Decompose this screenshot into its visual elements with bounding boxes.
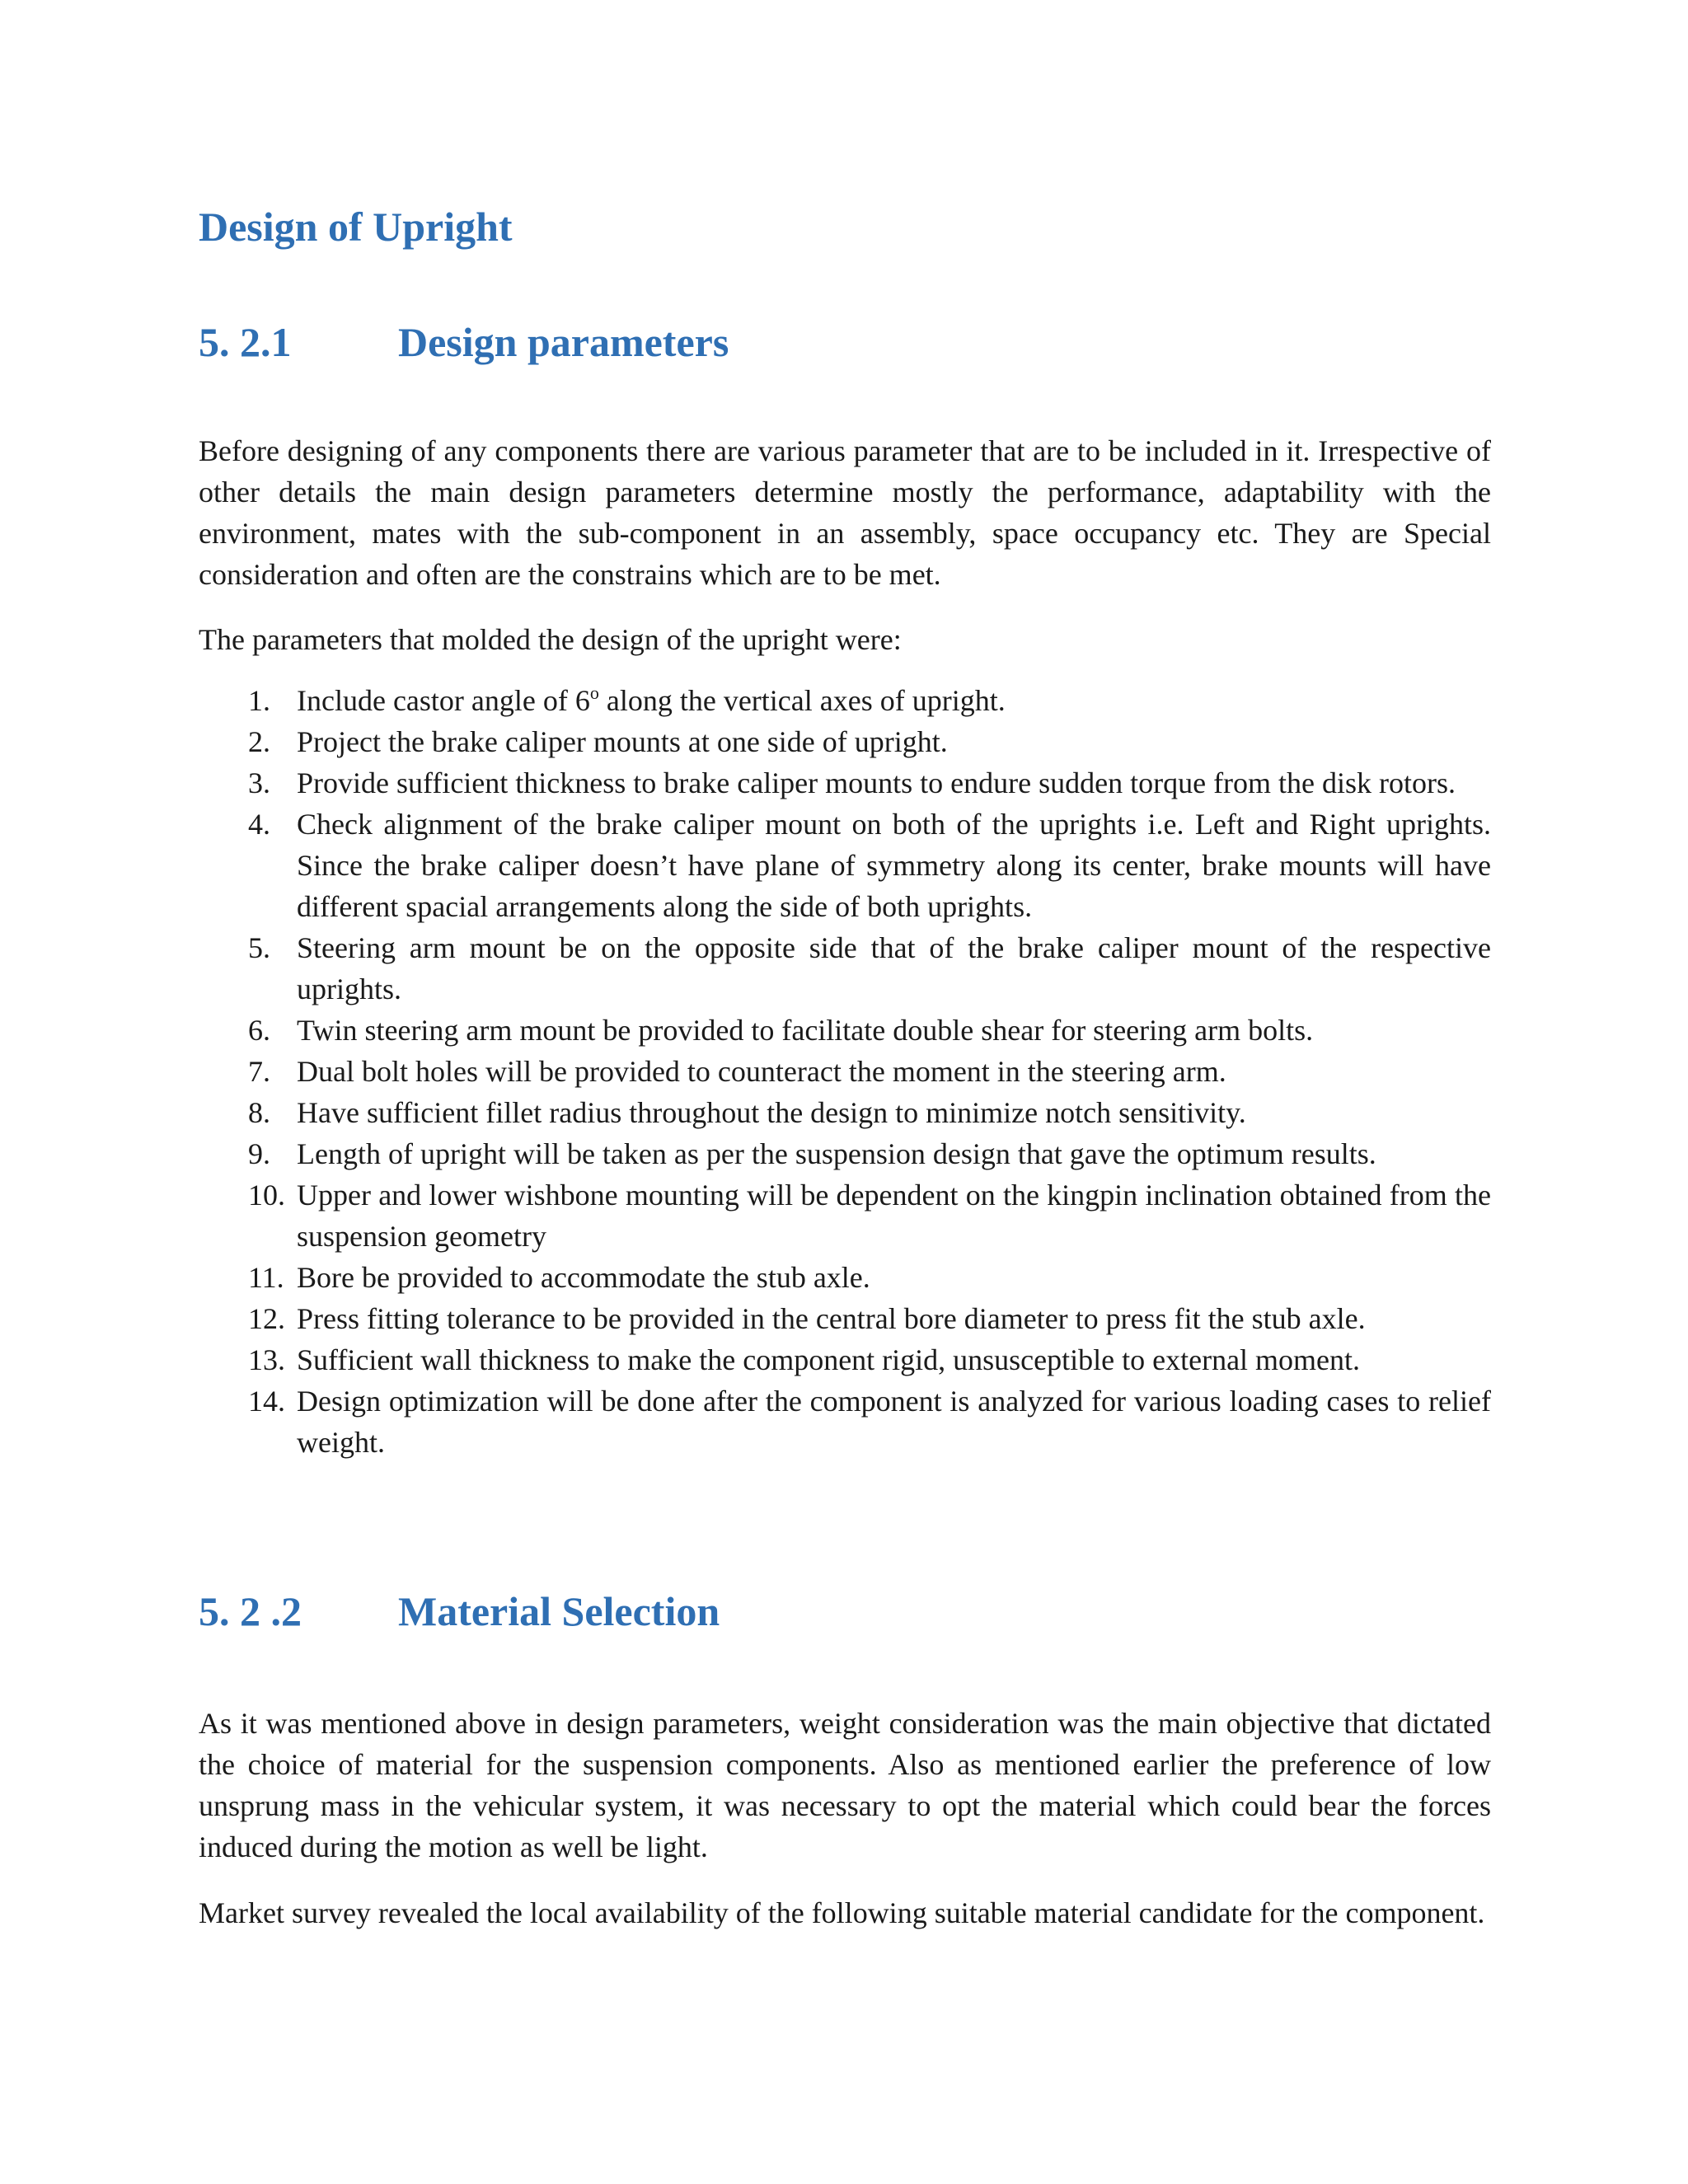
list-item bbox=[199, 680, 1491, 721]
design-parameters-list bbox=[199, 680, 1491, 1463]
list-item-number: 5. bbox=[248, 931, 270, 964]
list-item bbox=[199, 1298, 1491, 1339]
list-item bbox=[199, 1174, 1491, 1257]
list-item-number: 3. bbox=[248, 766, 270, 799]
list-item bbox=[199, 1092, 1491, 1133]
list-item-text: Upper and lower wishbone mounting will be dependent on the kingpin inclination obtained from the suspension geometry bbox=[297, 1179, 1491, 1253]
list-item bbox=[199, 927, 1491, 1010]
list-item bbox=[199, 1257, 1491, 1298]
list-item-text: Check alignment of the brake caliper mount on both of the uprights i.e. Left and Right uprights. Since the brake caliper doesn’t have plane of symmetry along its center, brake mounts will have different spacial arrangements along the side of both uprights. bbox=[297, 808, 1491, 923]
list-item-text: Steering arm mount be on the opposite side that of the brake caliper mount of the respective uprights. bbox=[297, 931, 1491, 1005]
list-item-number: 6. bbox=[248, 1014, 270, 1047]
list-item-text: Press fitting tolerance to be provided in the central bore diameter to press fit the stub axle. bbox=[297, 1302, 1366, 1335]
list-item-text: Project the brake caliper mounts at one side of upright. bbox=[297, 725, 948, 758]
section-title: Material Selection bbox=[398, 1588, 720, 1634]
list-item-text: Have sufficient fillet radius throughout the design to minimize notch sensitivity. bbox=[297, 1096, 1246, 1129]
list-item-number: 10. bbox=[248, 1179, 285, 1212]
list-item bbox=[199, 762, 1491, 804]
section-number: 5. 2 .2 bbox=[199, 1588, 302, 1634]
list-item-number: 8. bbox=[248, 1096, 270, 1129]
list-item-number: 9. bbox=[248, 1137, 270, 1170]
list-item bbox=[199, 1051, 1491, 1092]
list-item bbox=[199, 1339, 1491, 1380]
material-paragraph: As it was mentioned above in design parameters, weight consideration was the main objective that dictated the choice of material for the suspension components. Also as mentioned earlier the preference of low unsprung mass in the vehicular system, it was necessary to opt the material which could bear the forces induced during the motion as well be light. bbox=[199, 1707, 1491, 1863]
list-item-number: 11. bbox=[248, 1261, 284, 1294]
list-item-number: 1. bbox=[248, 684, 270, 717]
list-item-text: Dual bolt holes will be provided to counteract the moment in the steering arm. bbox=[297, 1055, 1226, 1088]
list-item-text: Length of upright will be taken as per the suspension design that gave the optimum results. bbox=[297, 1137, 1376, 1170]
section-heading-material-selection bbox=[199, 1588, 720, 1634]
list-item-text: Design optimization will be done after the component is analyzed for various loading cases to relief weight. bbox=[297, 1385, 1491, 1459]
list-item-text: Include castor angle of 6$^o$ along the vertical axes of upright. bbox=[297, 682, 1006, 717]
list-item-number: 14. bbox=[248, 1385, 285, 1418]
list-item bbox=[199, 804, 1491, 927]
list-item-text: Bore be provided to accommodate the stub axle. bbox=[297, 1261, 870, 1294]
list-item-number: 12. bbox=[248, 1302, 285, 1335]
list-item-text: Twin steering arm mount be provided to facilitate double shear for steering arm bolts. bbox=[297, 1014, 1314, 1047]
section-number: 5. 2.1 bbox=[199, 319, 292, 365]
section-title: Design parameters bbox=[398, 319, 729, 365]
intro-paragraph: Before designing of any components there are various parameter that are to be included in it. Irrespective of other details the main design parameters determine mostly the performance, adaptability with the environment, mates with the sub-component in an assembly, space occupancy etc. They are Special consideration and often are the constrains which are to be met. bbox=[199, 434, 1491, 591]
document-title: Design of Upright bbox=[199, 204, 513, 250]
list-item-number: 4. bbox=[248, 808, 270, 841]
list-item-text: Provide sufficient thickness to brake caliper mounts to endure sudden torque from the disk rotors. bbox=[297, 766, 1456, 799]
list-item bbox=[199, 1380, 1491, 1463]
list-item-text: Sufficient wall thickness to make the component rigid, unsusceptible to external moment. bbox=[297, 1343, 1361, 1376]
list-item-number: 13. bbox=[248, 1343, 285, 1376]
degree-superscript: o bbox=[589, 682, 599, 703]
list-item-number: 2. bbox=[248, 725, 270, 758]
market-survey-paragraph: Market survey revealed the local availability of the following suitable material candidate for the component. bbox=[199, 1896, 1485, 1929]
list-item bbox=[199, 721, 1491, 762]
list-item bbox=[199, 1010, 1491, 1051]
list-intro-paragraph: The parameters that molded the design of the upright were: bbox=[199, 623, 902, 656]
list-item-number: 7. bbox=[248, 1055, 270, 1088]
section-heading-design-parameters bbox=[199, 321, 729, 363]
list-item bbox=[199, 1133, 1491, 1174]
